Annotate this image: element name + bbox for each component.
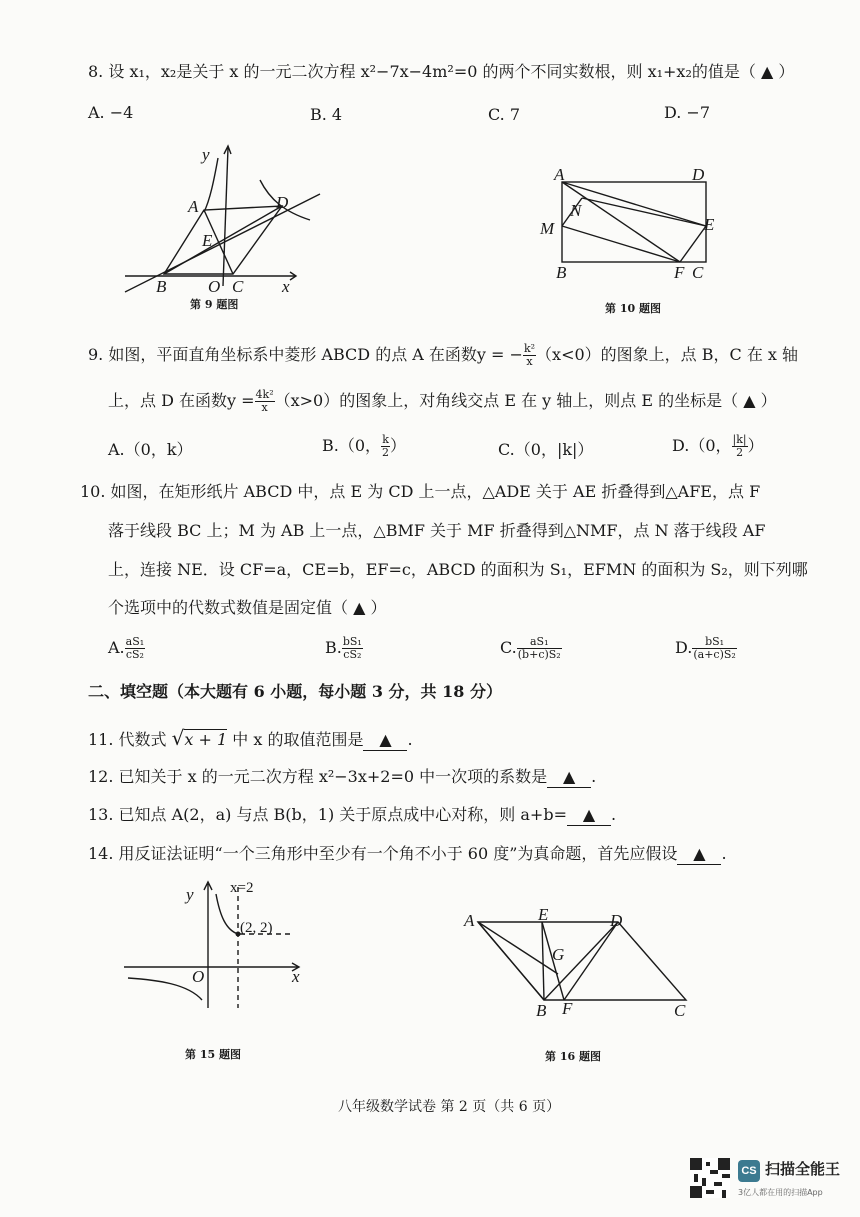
fig9-label-x: x	[282, 277, 290, 296]
fig10-label-d: D	[692, 165, 705, 184]
fig9-label-a: A	[188, 197, 199, 216]
fig9-caption: 第 9 题图	[190, 298, 239, 311]
fig10-label-n: N	[570, 201, 582, 220]
question-13: 13. 已知点 A(2，a) 与点 B(b，1) 关于原点成中心对称，则 a+b= ▲ .	[88, 805, 617, 824]
fig16-label-c: C	[674, 1001, 686, 1020]
fig10-rectangle	[562, 182, 706, 262]
fig16-parallelogram	[478, 922, 686, 1000]
fig16-segment-ab	[478, 922, 544, 1000]
fig10-label-e: E	[704, 215, 715, 234]
page-footer: 八年级数学试卷 第 2 页（共 6 页）	[338, 1099, 561, 1115]
question-11: 11. 代数式 √x + 1 中 x 的取值范围是 ▲ .	[88, 726, 413, 750]
fig10-segment-af	[562, 182, 680, 262]
fig15-label-x: x	[292, 967, 300, 986]
fig10-caption: 第 10 题图	[605, 302, 661, 315]
scanner-brand-name: 扫描全能王	[765, 1160, 841, 1178]
fig15-curve-right	[216, 894, 238, 934]
fig9-hyperbola-left	[204, 158, 218, 212]
q8-option-b: B. 4	[310, 105, 343, 124]
q10-option-a: A. $\frac{\text{aS₁}}{\text{cS₂}}$	[108, 635, 145, 661]
q10-option-d: D. $\frac{\text{bS₁}}{\text{(a+c)S₂}}$	[675, 635, 736, 661]
fig10-segment-ne	[582, 198, 706, 226]
question-9-line1: 9. 如图，平面直角坐标系中菱形 ABCD 的点 A 在函数y = − $\frac{\text{k²}}{x}$ （x<0）的图象上，点 B，C 在 x 轴	[88, 342, 799, 368]
fig16-label-b: B	[536, 1001, 547, 1020]
question-8-text: 8. 设 x₁，x₂是关于 x 的一元二次方程 x²−7x−4m²=0 的两个不同实数根，则 x₁+x₂的值是（ ▲ ）	[88, 62, 795, 81]
fig9-diagonal-bd	[164, 206, 282, 274]
fig15-label-point: (2, 2)	[240, 920, 273, 936]
section-2-heading: 二、填空题（本大题有 6 小题，每小题 3 分，共 18 分）	[88, 682, 502, 701]
fig9-label-y: y	[202, 145, 210, 164]
q10-option-c: C. $\frac{\text{aS₁}}{\text{(b+c)S₂}}$	[500, 635, 561, 661]
figure-15	[118, 872, 318, 1012]
fig10-segment-ae	[562, 182, 706, 226]
fig16-segment-fd	[564, 922, 618, 1000]
question-10-line2: 落于线段 BC 上；M 为 AB 上一点，△BMF 关于 MF 折叠得到△NMF，点 N 落于线段 AF	[108, 521, 766, 540]
fig16-label-g: G	[552, 945, 565, 964]
fig16-segment-be	[542, 922, 544, 1000]
question-14: 14. 用反证法证明“一个三角形中至少有一个角不小于 60 度”为真命题，首先应假设 ▲ .	[88, 844, 727, 863]
fig15-curve-left	[128, 978, 202, 1000]
fig10-label-a: A	[554, 165, 565, 184]
fig10-label-c: C	[692, 263, 704, 282]
figure-9	[110, 140, 340, 310]
q8-option-c: C. 7	[488, 105, 521, 124]
question-10-line1: 10. 如图，在矩形纸片 ABCD 中，点 E 为 CD 上一点，△ADE 关于 AE 折叠得到△AFE，点 F	[80, 482, 761, 501]
fig15-label-asymptote: x=2	[230, 880, 254, 896]
fig16-label-e: E	[538, 905, 549, 924]
question-10-line3: 上，连接 NE．设 CF=a，CE=b，EF=c，ABCD 的面积为 S₁，EFMN 的面积为 S₂，则下列哪	[108, 560, 808, 579]
scanner-logo-icon: CS	[738, 1160, 760, 1182]
fig15-label-o: O	[192, 967, 205, 986]
q9-option-a: A.（0，k）	[108, 440, 193, 459]
fig10-segment-mf	[562, 226, 680, 262]
question-12: 12. 已知关于 x 的一元二次方程 x²−3x+2=0 中一次项的系数是 ▲ .	[88, 767, 597, 786]
fig16-label-a: A	[464, 911, 475, 930]
fig9-y-axis	[223, 148, 228, 286]
q10-option-b: B. $\frac{\text{bS₁}}{\text{cS₂}}$	[325, 635, 362, 661]
question-9-line2: 上，点 D 在函数y = $\frac{\text{4k²}}{x}$ （x>0）的图象上，对角线交点 E 在 y 轴上，则点 E 的坐标是（ ▲ ）	[108, 388, 777, 414]
q8-option-d: D. −7	[664, 103, 711, 122]
fig9-label-c: C	[232, 277, 244, 296]
figure-10	[530, 160, 730, 290]
q8-option-a: A. −4	[88, 103, 134, 122]
fig10-label-m: M	[540, 219, 555, 238]
scanner-tagline: 3亿人都在用的扫描App	[738, 1188, 823, 1197]
fig15-caption: 第 15 题图	[185, 1048, 241, 1061]
fig10-segment-fe	[680, 226, 706, 262]
fig10-label-b: B	[556, 263, 567, 282]
q9-option-c: C.（0，|k|）	[498, 440, 594, 459]
fig9-label-b: B	[156, 277, 167, 296]
fig9-label-d: D	[276, 193, 289, 212]
fig16-label-d: D	[610, 911, 623, 930]
question-10-line4: 个选项中的代数式数值是固定值（ ▲ ）	[108, 598, 387, 617]
fig16-caption: 第 16 题图	[545, 1050, 601, 1063]
fig15-label-y: y	[186, 885, 194, 904]
fig16-label-f: F	[562, 999, 573, 1018]
q9-option-b: B.（0， $\frac{k}{2}$ ）	[322, 433, 407, 459]
figure-16	[460, 900, 700, 1025]
q9-option-d: D.（0， $\frac{|k|}{2}$ ）	[672, 433, 764, 459]
fig16-segment-ag	[478, 922, 558, 974]
fig10-label-f: F	[674, 263, 685, 282]
fig9-label-o: O	[208, 277, 221, 296]
fig9-label-e: E	[202, 231, 213, 250]
qr-code-icon	[690, 1158, 730, 1198]
